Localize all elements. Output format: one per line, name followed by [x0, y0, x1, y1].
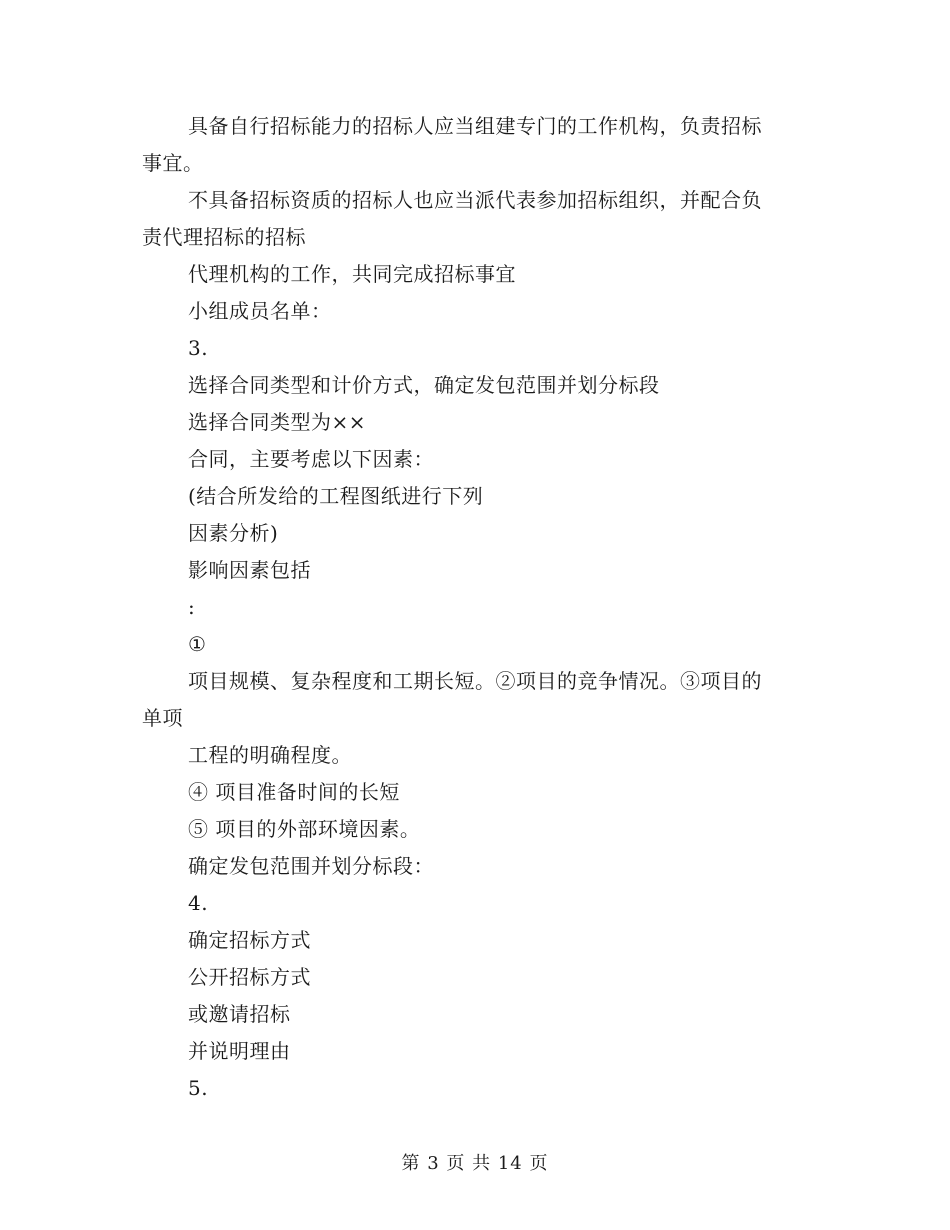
document-line: 单项 [142, 706, 183, 730]
document-line: 事宜。 [142, 151, 204, 175]
document-line: 代理机构的工作，共同完成招标事宜 [188, 262, 516, 286]
document-line: 合同，主要考虑以下因素： [188, 447, 434, 471]
document-line: ⑤ 项目的外部环境因素。 [188, 817, 421, 841]
document-line: 3. [188, 336, 209, 360]
document-line: 责代理招标的招标 [142, 225, 306, 249]
document-line: : [188, 595, 196, 619]
document-line: 项目规模、复杂程度和工期长短。②项目的竞争情况。③项目的 [188, 669, 762, 693]
document-line: 选择合同类型为×× [188, 410, 367, 434]
document-line: 并说明理由 [188, 1039, 291, 1063]
document-line: 选择合同类型和计价方式，确定发包范围并划分标段 [188, 373, 660, 397]
page-footer: 第 3 页 共 14 页 [401, 1153, 549, 1174]
document-line: 确定招标方式 [188, 928, 311, 952]
document-body [142, 108, 802, 1107]
document-line: 因素分析) [188, 521, 279, 545]
document-line: 4. [188, 891, 209, 915]
document-line: 工程的明确程度。 [188, 743, 352, 767]
document-line: 或邀请招标 [188, 1002, 291, 1026]
document-line: ④ 项目准备时间的长短 [188, 780, 400, 804]
document-line: 确定发包范围并划分标段： [188, 854, 434, 878]
document-line: (结合所发给的工程图纸进行下列 [188, 484, 484, 508]
document-line: 小组成员名单： [188, 299, 332, 323]
document-line: 公开招标方式 [188, 965, 311, 989]
document-line: 不具备招标资质的招标人也应当派代表参加招标组织，并配合负 [188, 188, 762, 212]
document-line: 具备自行招标能力的招标人应当组建专门的工作机构，负责招标 [188, 114, 762, 138]
document-line: 影响因素包括 [188, 558, 311, 582]
document-line: 5. [188, 1076, 209, 1100]
document-line: ① [188, 632, 207, 656]
